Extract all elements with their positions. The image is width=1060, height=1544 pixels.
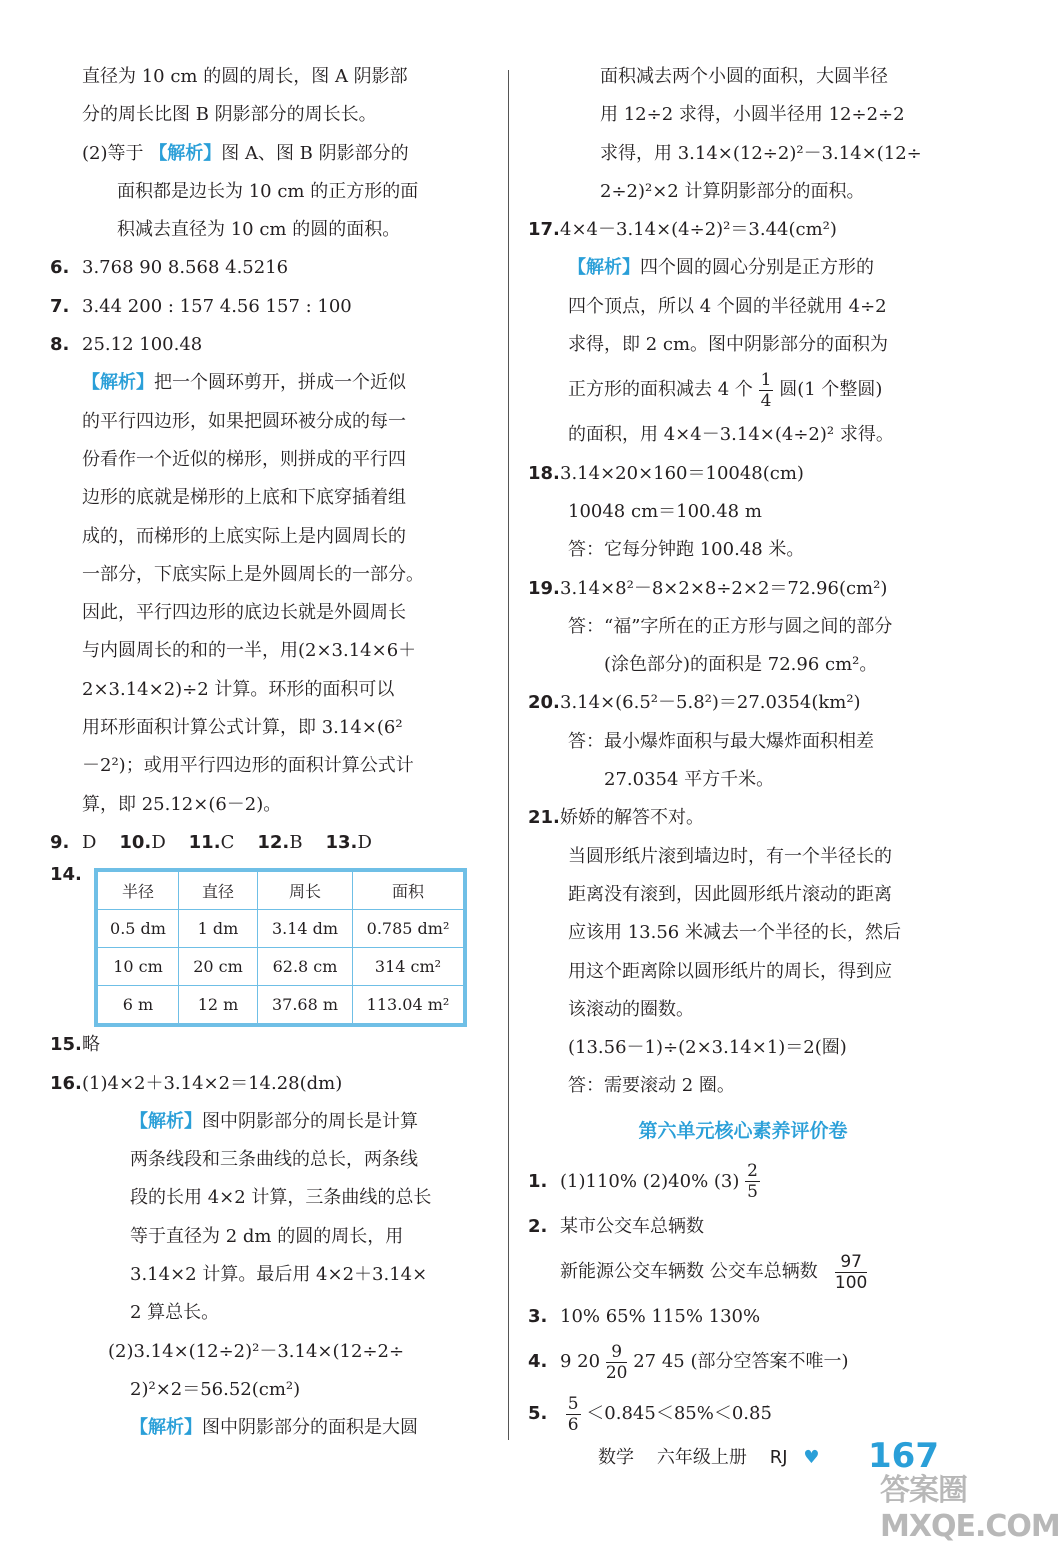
answer-6 xyxy=(50,249,480,287)
explanation-8 xyxy=(50,364,480,402)
footer-subject: 数学 xyxy=(598,1447,634,1468)
answer-text: B xyxy=(289,831,303,853)
answer-text: 3.14×8²－8×2×8÷2×2＝72.96(cm²) xyxy=(560,577,888,599)
answer-text: 该滚动的圈数。 xyxy=(568,998,694,1020)
question-number: 1. xyxy=(528,1170,548,1192)
text-line: 边形的底就是梯形的上底和下底穿插着组 xyxy=(82,487,406,509)
answer-text: 新能源公交车辆数 公交车总辆数 xyxy=(560,1261,818,1283)
explanation-text: 四个圆的圆心分别是正方形的 xyxy=(640,257,874,279)
denominator: 6 xyxy=(567,1414,579,1435)
text-line: 四个顶点，所以 4 个圆的半径就用 4÷2 xyxy=(568,295,887,317)
denominator: 4 xyxy=(760,390,772,411)
jiexi-tag: 【解析】 xyxy=(130,1110,202,1132)
answer-text: 10% 65% 115% 130% xyxy=(560,1306,761,1328)
text-line: 3.14×2 计算。最后用 4×2＋3.14× xyxy=(130,1264,428,1286)
fraction-one-quarter xyxy=(759,370,774,411)
sub-answer-label: (2)等于 xyxy=(82,142,144,164)
circle-table xyxy=(94,868,467,1027)
question-number: 19. xyxy=(528,577,560,599)
question-number: 14. xyxy=(50,864,82,886)
question-number: 4. xyxy=(528,1351,548,1373)
text-line: 的平行四边形，如果把圆环被分成的每一 xyxy=(82,410,406,432)
question-number: 11. xyxy=(188,831,221,853)
answer-text: 娇娇的解答不对。 xyxy=(560,807,704,829)
answer-7 xyxy=(50,288,480,326)
denominator: 20 xyxy=(605,1362,628,1383)
text-line: 面积减去两个小圆的面积，大圆半径 xyxy=(600,66,888,87)
question-number: 21. xyxy=(528,807,560,829)
table-cell: 62.8 cm xyxy=(258,948,353,986)
answer-text: 3.14×20×160＝10048(cm) xyxy=(560,462,804,484)
jiexi-tag: 【解析】 xyxy=(130,1417,202,1439)
text-line: 等于直径为 2 dm 的圆的周长，用 xyxy=(130,1225,404,1247)
answer-text: 2)²×2＝56.52(cm²) xyxy=(130,1378,301,1400)
answer-text: (涂色部分)的面积是 72.96 cm²。 xyxy=(604,654,878,676)
answer-18 xyxy=(528,455,958,493)
question-number: 20. xyxy=(528,692,560,714)
answer-14 xyxy=(50,864,480,1026)
table-header-row xyxy=(98,872,464,910)
answer-8 xyxy=(50,326,480,364)
watermark-logo: 答案圈 MXQE.COM xyxy=(880,1473,1060,1544)
jiexi-tag: 【解析】 xyxy=(149,142,222,164)
answer-text: 4×4－3.14×(4÷2)²＝3.44(cm²) xyxy=(560,219,837,241)
answer-15 xyxy=(50,1026,480,1064)
text-line: 份看作一个近似的梯形，则拼成的平行四 xyxy=(82,448,406,470)
denominator: 100 xyxy=(834,1272,868,1293)
question-number: 6. xyxy=(50,257,70,279)
unit6-answer-2-line2 xyxy=(528,1246,958,1298)
answer-text: 3.14×(6.5²－5.8²)＝27.0354(km²) xyxy=(560,692,861,714)
table-header: 直径 xyxy=(179,872,258,910)
numerator: 97 xyxy=(835,1252,867,1273)
answer-text: (1)110% (2)40% (3) xyxy=(560,1170,740,1192)
answer-text: (13.56－1)÷(2×3.14×1)＝2(圈) xyxy=(568,1037,847,1059)
text-line: －2²)；或用平行四边形的面积计算公式计 xyxy=(82,755,414,777)
answer-text: (1)4×2＋3.14×2＝14.28(dm) xyxy=(82,1072,343,1094)
table-cell: 3.14 dm xyxy=(258,910,353,948)
answer-text: 答：“福”字所在的正方形与圆之间的部分 xyxy=(568,615,893,637)
answer-text: 答：需要滚动 2 圈。 xyxy=(568,1075,735,1097)
table-cell: 6 m xyxy=(98,986,179,1024)
explanation-17 xyxy=(528,249,958,287)
unit6-answer-4 xyxy=(528,1336,958,1388)
text-line: 面积都是边长为 10 cm 的正方形的面 xyxy=(117,180,419,202)
answer-text: 3.44 200 : 157 4.56 157 : 100 xyxy=(82,295,352,317)
table-header: 面积 xyxy=(353,872,464,910)
text-line: 两条线段和三条曲线的总长，两条线 xyxy=(130,1149,418,1171)
explanation-line-fraction xyxy=(528,364,958,416)
table-row xyxy=(98,986,464,1024)
answer-17 xyxy=(528,211,958,249)
answer-text: 略 xyxy=(82,1034,100,1056)
table-row xyxy=(98,948,464,986)
table-cell: 314 cm² xyxy=(353,948,464,986)
table-row xyxy=(98,910,464,948)
fraction-two-fifths xyxy=(745,1161,760,1202)
answer-text: 用这个距离除以圆形纸片的周长，得到应 xyxy=(568,960,892,982)
answer-text: 10048 cm＝100.48 m xyxy=(568,500,762,522)
text-line: 2 算总长。 xyxy=(130,1302,220,1324)
question-number: 13. xyxy=(325,831,358,853)
explanation-text: 图中阴影部分的周长是计算 xyxy=(202,1110,418,1132)
text-line: 分的周长比图 B 阴影部分的周长长。 xyxy=(82,104,377,126)
text-line: 段的长用 4×2 计算，三条曲线的总长 xyxy=(130,1187,432,1209)
text-line: 用 12÷2 求得，小圆半径用 12÷2÷2 xyxy=(600,104,905,126)
answer-5-2 xyxy=(50,135,480,173)
table-cell: 12 m xyxy=(179,986,258,1024)
explanation-text: 图中阴影部分的面积是大圆 xyxy=(202,1417,418,1439)
unit6-answer-1 xyxy=(528,1156,958,1208)
numerator: 1 xyxy=(760,369,772,390)
explanation-text: 图 A、图 B 阴影部分的 xyxy=(221,142,409,164)
answer-21 xyxy=(528,799,958,837)
table-cell: 10 cm xyxy=(98,948,179,986)
question-number: 9. xyxy=(50,831,70,853)
footer-grade: 六年级上册 xyxy=(656,1447,747,1468)
unit6-answer-5 xyxy=(528,1388,958,1440)
explanation-text: 正方形的面积减去 4 个 xyxy=(568,379,753,401)
jiexi-tag: 【解析】 xyxy=(82,372,154,394)
table-header: 半径 xyxy=(98,872,179,910)
fraction-9-20 xyxy=(606,1342,628,1383)
jiexi-tag: 【解析】 xyxy=(568,257,640,279)
text-line: 成的，而梯形的上底实际上是内圆周长的 xyxy=(82,525,406,547)
numerator: 2 xyxy=(747,1161,758,1182)
table-cell: 20 cm xyxy=(179,948,258,986)
answer-text: D xyxy=(357,831,372,853)
text-line: 一部分，下底实际上是外圆周长的一部分。 xyxy=(82,563,424,585)
section-title: 第六单元核心素养评价卷 xyxy=(638,1119,848,1142)
page-footer xyxy=(598,1443,829,1469)
question-number: 5. xyxy=(528,1403,548,1425)
explanation-text: 圆(1 个整圆) xyxy=(779,379,883,401)
answer-text: 9 20 xyxy=(560,1351,601,1373)
table-cell: 0.785 dm² xyxy=(353,910,464,948)
table-header: 周长 xyxy=(258,872,353,910)
question-number: 8. xyxy=(50,334,70,356)
text-line: 算，即 25.12×(6－2)。 xyxy=(82,793,282,815)
column-divider xyxy=(508,70,509,1440)
question-number: 18. xyxy=(528,462,560,484)
answers-9-13 xyxy=(50,824,480,862)
table-cell: 1 dm xyxy=(179,910,258,948)
question-number: 17. xyxy=(528,219,560,241)
text-line: 与内圆周长的和的一半，用(2×3.14×6＋ xyxy=(82,640,417,662)
question-number: 2. xyxy=(528,1215,548,1237)
answer-text: 某市公交车总辆数 xyxy=(560,1215,704,1237)
answer-text: 答：它每分钟跑 100.48 米。 xyxy=(568,539,805,561)
question-number: 10. xyxy=(119,831,152,853)
answer-text: (2)3.14×(12÷2)²－3.14×(12÷2÷ xyxy=(108,1340,405,1362)
answer-text: 27.0354 平方千米。 xyxy=(604,769,775,791)
numerator: 9 xyxy=(606,1342,628,1363)
answer-16 xyxy=(50,1065,480,1103)
denominator: 5 xyxy=(747,1182,758,1203)
fraction-97-100 xyxy=(835,1252,867,1293)
text-line: 积减去直径为 10 cm 的圆的面积。 xyxy=(117,219,401,241)
answer-text: 应该用 13.56 米减去一个半径的长，然后 xyxy=(568,922,901,944)
question-number: 3. xyxy=(528,1306,548,1328)
text-line: 2×3.14×2)÷2 计算。环形的面积可以 xyxy=(82,678,395,700)
table-cell: 37.68 m xyxy=(258,986,353,1024)
explanation-16-2 xyxy=(50,1409,480,1447)
answer-text: 3.768 90 8.568 4.5216 xyxy=(82,257,289,279)
question-number: 16. xyxy=(50,1072,82,1094)
answer-text: 当圆形纸片滚到墙边时，有一个半径长的 xyxy=(568,845,892,867)
table-cell: 113.04 m² xyxy=(353,986,464,1024)
text-line: 的面积，用 4×4－3.14×(4÷2)² 求得。 xyxy=(568,424,894,446)
answer-text: 27 45 (部分空答案不唯一) xyxy=(633,1351,849,1373)
answer-text: 25.12 100.48 xyxy=(82,334,203,356)
question-number: 12. xyxy=(257,831,290,853)
answer-text: D xyxy=(82,831,97,853)
page-number: 167 xyxy=(868,1436,939,1476)
answer-text: C xyxy=(220,831,235,853)
text-line: 直径为 10 cm 的圆的周长，图 A 阴影部 xyxy=(82,66,408,87)
right-column xyxy=(528,58,958,1440)
text-line: 求得，即 2 cm。图中阴影部分的面积为 xyxy=(568,334,889,356)
explanation-text: 把一个圆环剪开，拼成一个近似 xyxy=(154,372,406,394)
footer-edition: RJ xyxy=(769,1447,788,1468)
unit6-answer-2 xyxy=(528,1208,958,1246)
text-line: 求得，用 3.14×(12÷2)²－3.14×(12÷ xyxy=(600,142,922,164)
answer-19 xyxy=(528,570,958,608)
answer-text: 距离没有滚到，因此圆形纸片滚动的距离 xyxy=(568,883,892,905)
question-number: 15. xyxy=(50,1034,82,1056)
heart-icon: ♥ xyxy=(803,1447,820,1468)
unit6-answer-3 xyxy=(528,1298,958,1336)
explanation-16-1 xyxy=(50,1103,480,1141)
text-line: 因此，平行四边形的底边长就是外圆周长 xyxy=(82,602,406,624)
answer-20 xyxy=(528,684,958,722)
text-line: 用环形面积计算公式计算，即 3.14×(6² xyxy=(82,717,403,739)
table-cell: 0.5 dm xyxy=(98,910,179,948)
fraction-5-6 xyxy=(566,1394,581,1435)
numerator: 5 xyxy=(567,1393,579,1414)
text-line: 2÷2)²×2 计算阴影部分的面积。 xyxy=(600,180,865,202)
question-number: 7. xyxy=(50,295,70,317)
left-column xyxy=(50,58,480,1448)
answer-text: ＜0.845＜85%＜0.8̇5̇ xyxy=(586,1403,772,1425)
answer-text: 答：最小爆炸面积与最大爆炸面积相差 xyxy=(568,730,874,752)
answer-text: D xyxy=(151,831,166,853)
